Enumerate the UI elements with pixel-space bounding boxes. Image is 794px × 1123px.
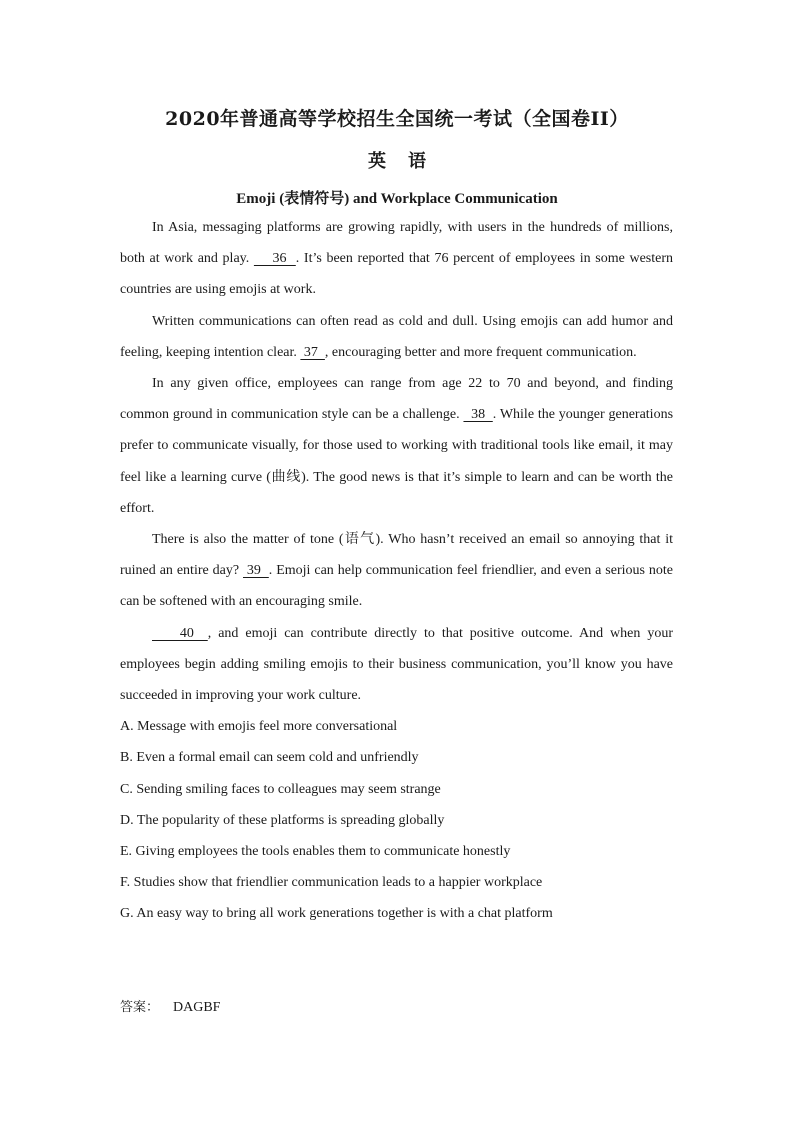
answer-value: DAGBF: [173, 1000, 221, 1015]
paragraph-2: [120, 306, 673, 368]
paragraph-text: There is also the matter of tone (语气). Who hasn’t received an email so annoying that it ruined an entire day?: [120, 532, 673, 579]
paragraph-text: In any given office, employees can range from age 22 to 70 and beyond, and finding common ground in communication style can be a challenge.: [120, 376, 673, 423]
paragraph-text: Written communications can often read as cold and dull. Using emojis can add humor and feeling, keeping intention clear.: [120, 313, 673, 360]
paragraph-5: [120, 618, 673, 712]
options-list: [120, 711, 673, 929]
option-g: G. An easy way to bring all work generations together is with a chat platform: [120, 906, 553, 922]
paragraph-text: . Emoji can help communication feel friendlier, and even a serious note can be softened with an encouraging smile.: [120, 563, 673, 610]
blank-38: 38: [463, 407, 493, 423]
paragraph-4: [120, 524, 673, 618]
blank-39: 39: [243, 563, 269, 579]
option-e: E. Giving employees the tools enables them to communicate honestly: [120, 844, 511, 860]
option-b: B. Even a formal email can seem cold and unfriendly: [120, 750, 419, 766]
option-f: F. Studies show that friendlier communication leads to a happier workplace: [120, 875, 543, 891]
paragraph-text: In Asia, messaging platforms are growing rapidly, with users in the hundreds of millions, both at work and play.: [120, 220, 673, 267]
option-d: D. The popularity of these platforms is spreading globally: [120, 812, 445, 828]
paragraph-1: [120, 212, 673, 306]
paragraph-3: [120, 368, 673, 524]
answer-label: 答案：: [120, 1000, 160, 1015]
subject-heading: 英语: [368, 151, 448, 172]
paragraph-text: , encouraging better and more frequent communication.: [324, 344, 637, 360]
exam-title: 2020年普通高等学校招生全国统一考试（全国卷II）: [165, 108, 629, 130]
blank-40: 40: [152, 625, 208, 641]
passage-title: Emoji (表情符号) and Workplace Communication: [236, 191, 558, 207]
option-a: A. Message with emojis feel more conversational: [120, 719, 398, 735]
paragraph-text: . It’s been reported that 76 percent of employees in some western countries are using emojis at work.: [120, 251, 674, 298]
paragraph-text: , and emoji can contribute directly to that positive outcome. And when your employees begin adding smiling emojis to their business communication, you’ll know you have succeeded in improving your work culture.: [120, 625, 673, 704]
paragraph-text: . While the younger generations prefer to communicate visually, for those used to working with traditional tools like email, it may feel like a learning curve (曲线). The good news is that it’s simple to learn and can be worth the effort.: [120, 407, 674, 516]
answer-line: [120, 996, 220, 1016]
passage-body: [120, 212, 673, 930]
option-c: C. Sending smiling faces to colleagues may seem strange: [120, 781, 441, 797]
blank-36: 36: [253, 251, 296, 267]
blank-37: 37: [300, 344, 325, 360]
